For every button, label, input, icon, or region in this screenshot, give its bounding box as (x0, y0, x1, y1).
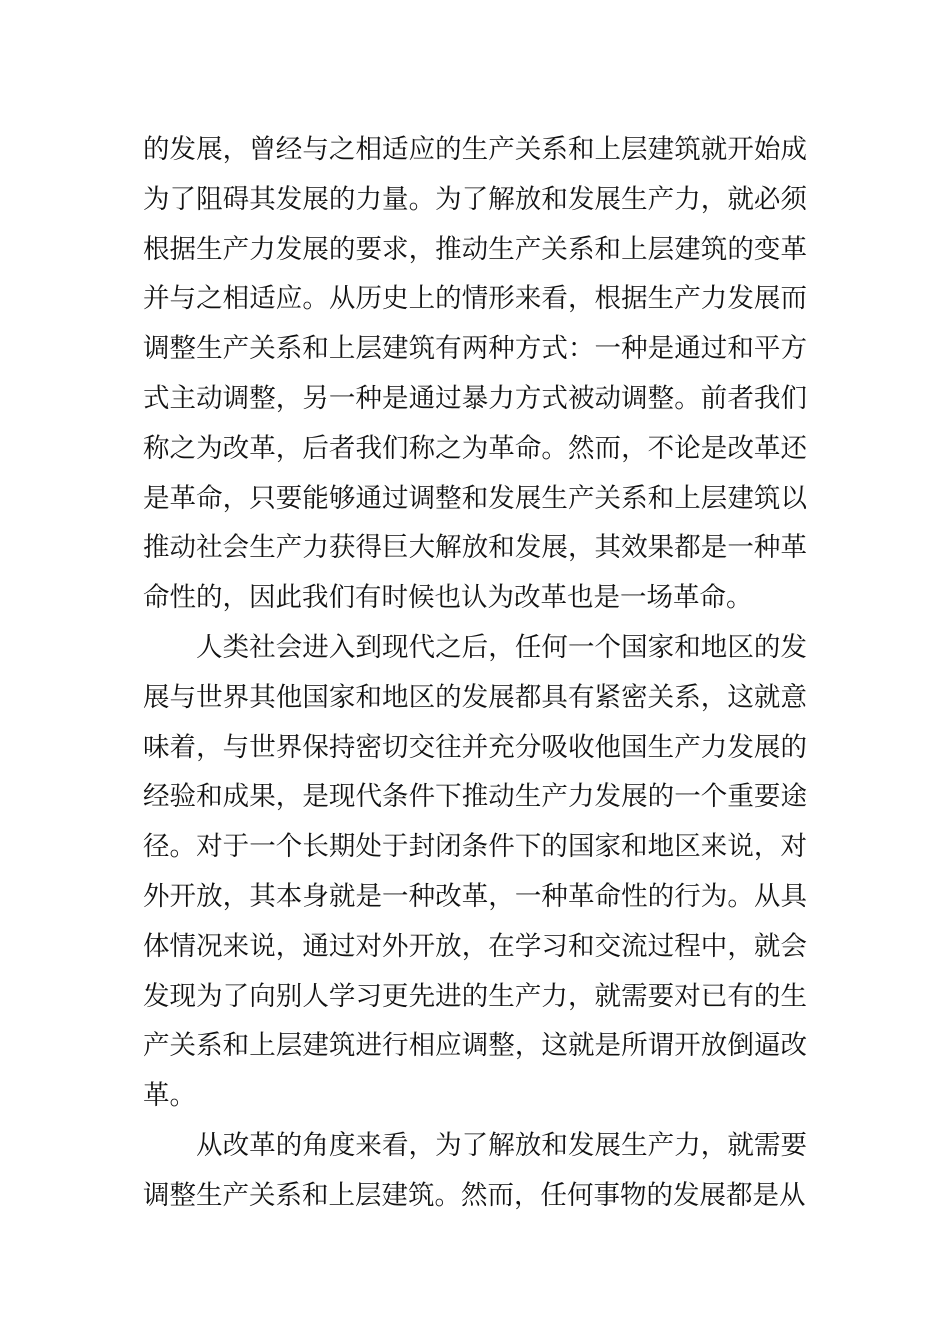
paragraph-line: 人类社会进入到现代之后，任何一个国家和地区的发 (196, 631, 807, 663)
paragraph-line: 体情况来说，通过对外开放，在学习和交流过程中，就会 (143, 930, 807, 962)
paragraph-line: 味着，与世界保持密切交往并充分吸收他国生产力发展的 (143, 731, 807, 763)
paragraph-line: 称之为改革，后者我们称之为革命。然而，不论是改革还 (143, 432, 807, 464)
paragraph-3 (143, 1121, 807, 1221)
paragraph-line: 展与世界其他国家和地区的发展都具有紧密关系，这就意 (143, 681, 807, 713)
paragraph-line: 调整生产关系和上层建筑有两种方式：一种是通过和平方 (143, 333, 807, 365)
paragraph-line: 经验和成果，是现代条件下推动生产力发展的一个重要途 (143, 781, 807, 813)
paragraph-line: 是革命，只要能够通过调整和发展生产关系和上层建筑以 (143, 482, 807, 514)
paragraph-line: 径。对于一个长期处于封闭条件下的国家和地区来说，对 (143, 831, 807, 863)
paragraph-line: 从改革的角度来看，为了解放和发展生产力，就需要 (196, 1129, 807, 1161)
paragraph-2 (143, 623, 807, 1121)
document-body (143, 125, 807, 1221)
paragraph-line: 发现为了向别人学习更先进的生产力，就需要对已有的生 (143, 980, 807, 1012)
paragraph-1 (143, 125, 807, 623)
paragraph-line: 的发展，曾经与之相适应的生产关系和上层建筑就开始成 (143, 134, 807, 165)
paragraph-line: 并与之相适应。从历史上的情形来看，根据生产力发展而 (143, 283, 807, 315)
paragraph-line: 为了阻碍其发展的力量。为了解放和发展生产力，就必须 (143, 183, 807, 215)
paragraph-line: 产关系和上层建筑进行相应调整，这就是所谓开放倒逼改 (143, 1030, 807, 1062)
paragraph-line: 革。 (143, 1080, 196, 1112)
paragraph-line: 调整生产关系和上层建筑。然而，任何事物的发展都是从 (143, 1179, 806, 1211)
paragraph-line: 外开放，其本身就是一种改革，一种革命性的行为。从具 (143, 880, 807, 912)
paragraph-line: 式主动调整，另一种是通过暴力方式被动调整。前者我们 (143, 382, 807, 414)
paragraph-line: 根据生产力发展的要求，推动生产关系和上层建筑的变革 (143, 233, 807, 265)
paragraph-line: 命性的，因此我们有时候也认为改革也是一场革命。 (143, 582, 753, 614)
paragraph-line: 推动社会生产力获得巨大解放和发展，其效果都是一种革 (143, 532, 807, 564)
